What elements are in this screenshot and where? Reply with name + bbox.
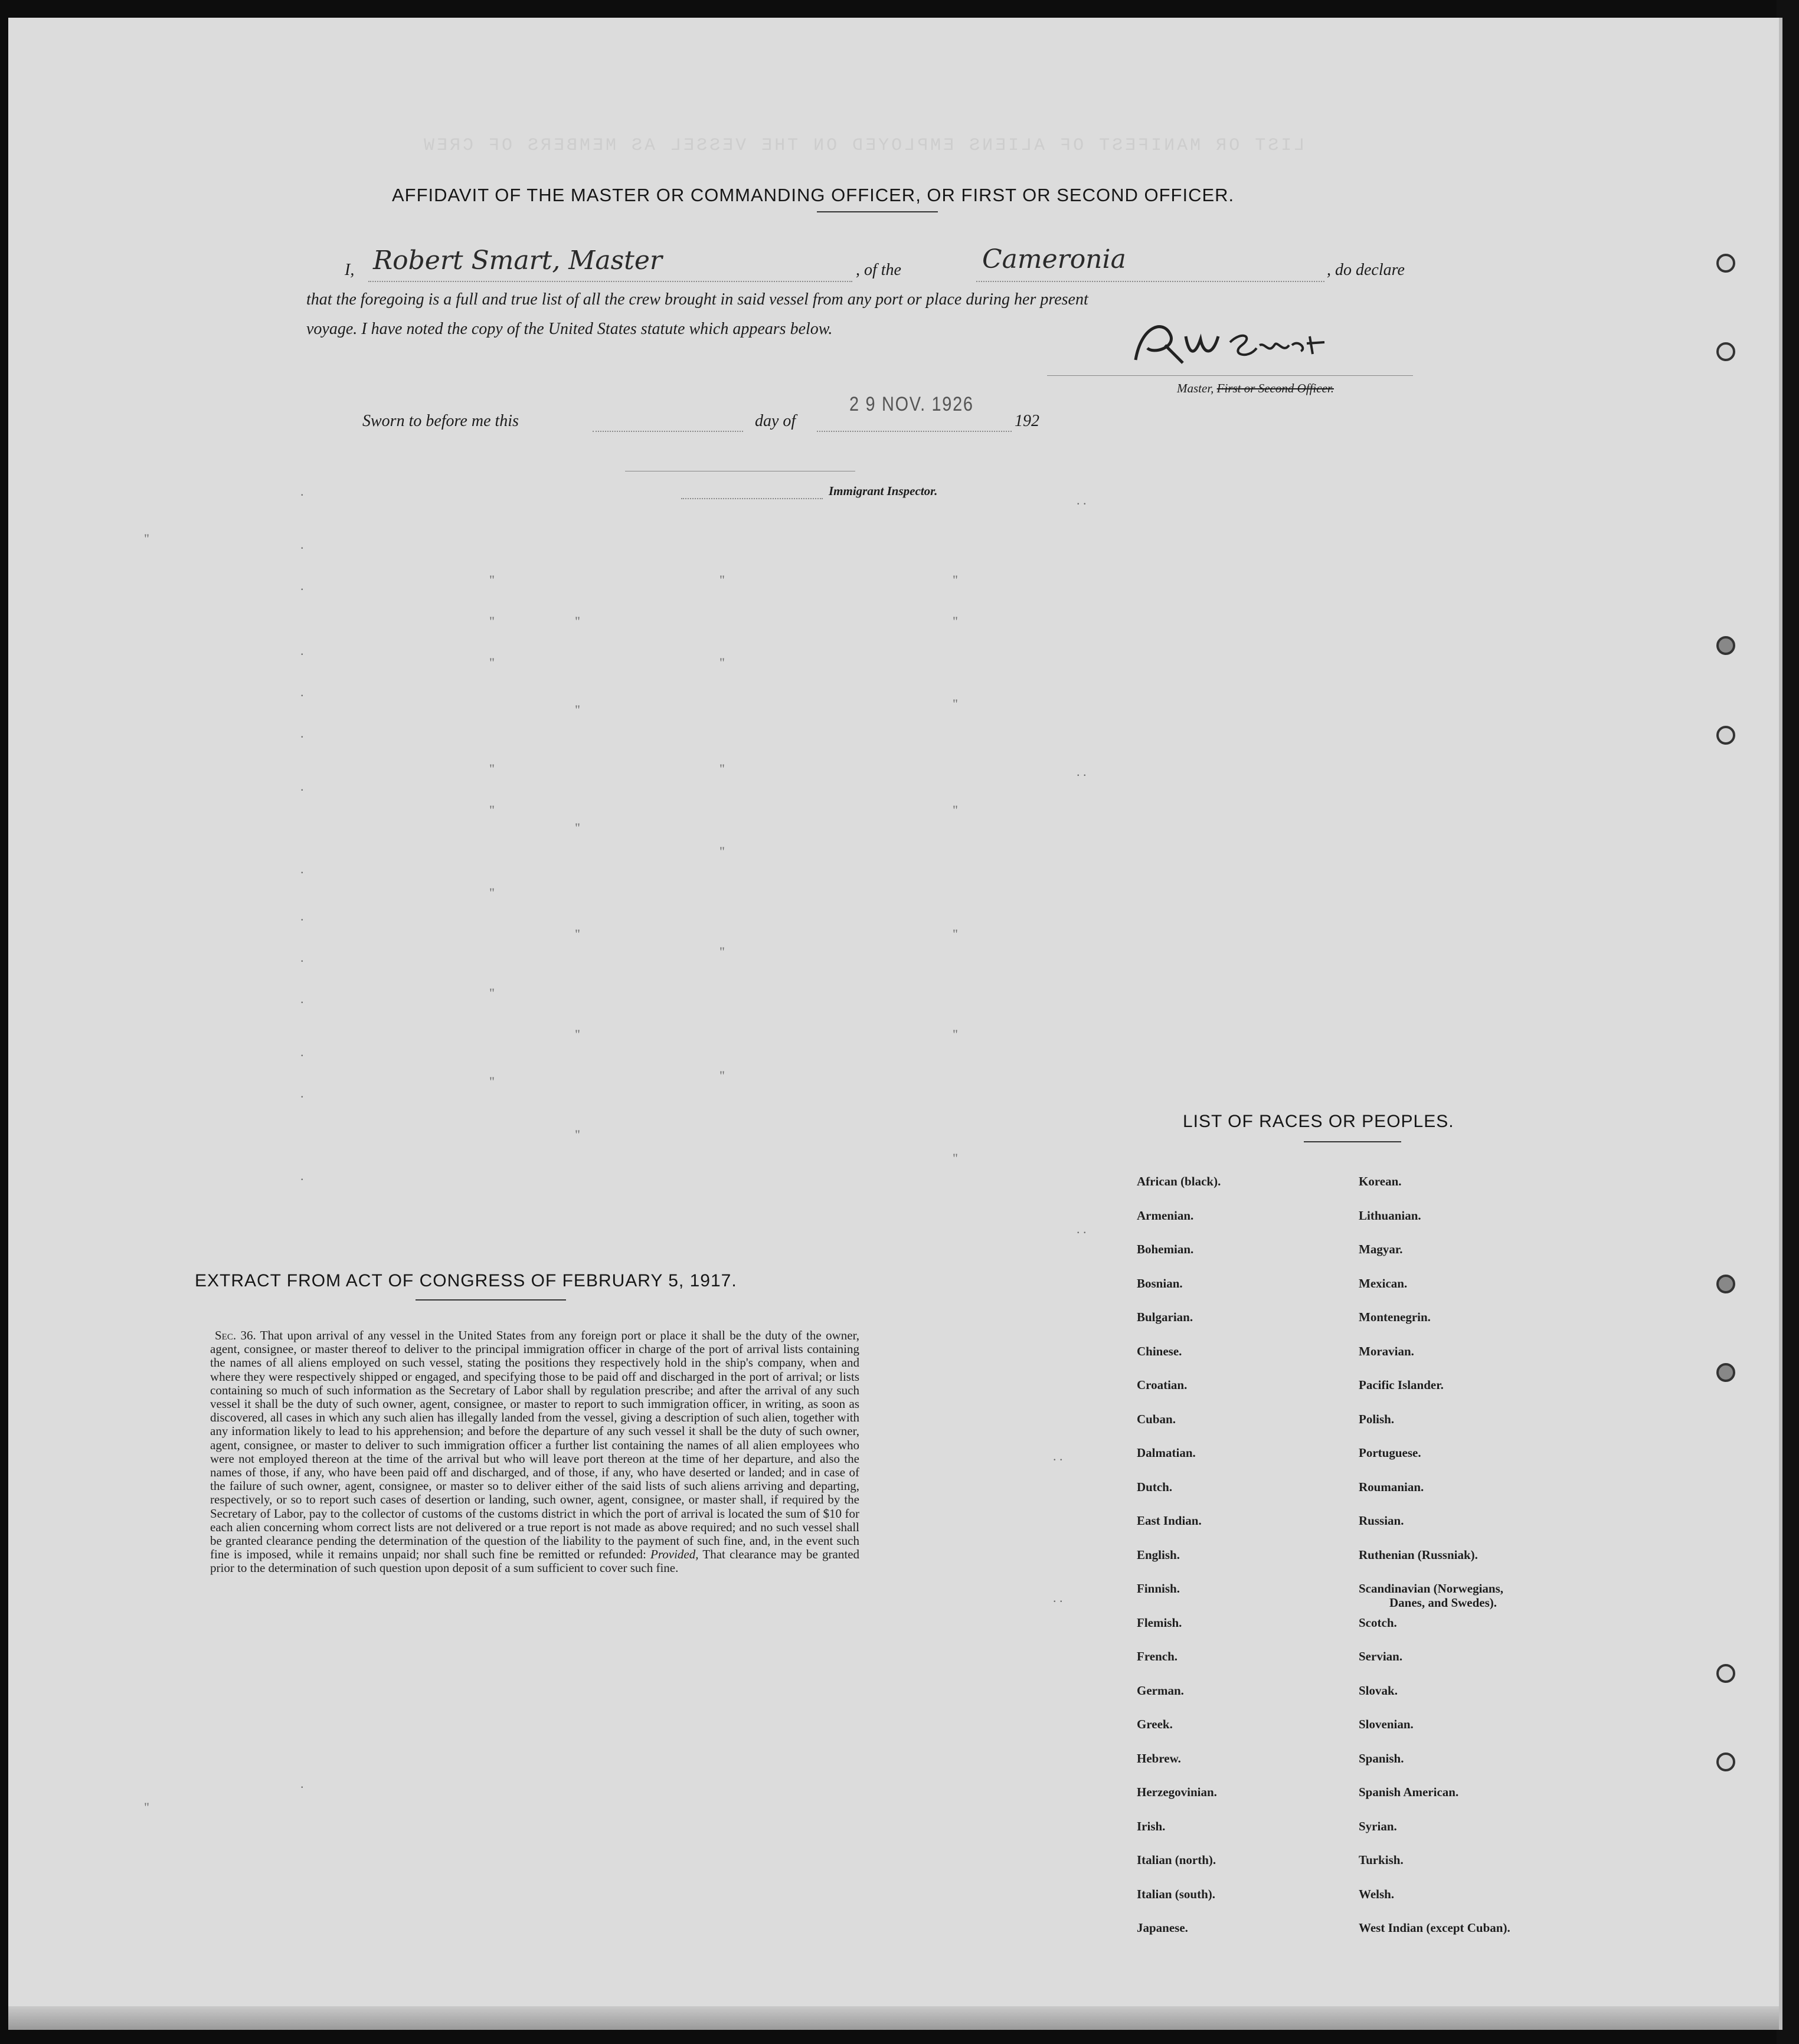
affidavit-line-2: that the foregoing is a full and true list of all the crew brought in said vessel from any port or place during her present — [306, 290, 1088, 309]
race-item: Russian. — [1359, 1514, 1404, 1528]
race-item: Flemish. — [1137, 1615, 1182, 1630]
extract-title: EXTRACT FROM ACT OF CONGRESS OF FEBRUARY 5, 1917. — [195, 1271, 737, 1290]
race-item: Moravian. — [1359, 1344, 1414, 1358]
race-item: West Indian (except Cuban). — [1359, 1921, 1510, 1935]
bleed-through-header: LIST OR MANIFEST OF ALIENS EMPLOYED ON THE VESSEL AS MEMBERS OF CREW — [421, 136, 1305, 156]
race-item: French. — [1137, 1649, 1178, 1663]
extract-title-underline — [416, 1299, 566, 1301]
master-role-label — [1177, 381, 1334, 396]
race-item: Japanese. — [1137, 1921, 1188, 1935]
race-item: Welsh. — [1359, 1886, 1395, 1901]
race-item: Ruthenian (Russniak). — [1359, 1547, 1478, 1562]
binder-hole — [1716, 1664, 1735, 1683]
master-name-handwritten: Robert Smart, Master — [373, 245, 662, 276]
sworn-month-blank — [817, 431, 1012, 432]
binder-hole — [1716, 726, 1735, 745]
signature-line — [1047, 375, 1413, 376]
race-item: Montenegrin. — [1359, 1310, 1431, 1324]
race-item: Greek. — [1137, 1717, 1173, 1731]
race-item: Armenian. — [1137, 1208, 1194, 1223]
race-item: Lithuanian. — [1359, 1208, 1421, 1223]
page-bottom-edge — [8, 2006, 1779, 2030]
race-item: Magyar. — [1359, 1242, 1403, 1256]
affidavit-line-3: voyage. I have noted the copy of the United States statute which appears below. — [306, 320, 833, 338]
race-item: Hebrew. — [1137, 1751, 1181, 1765]
affidavit-prefix: I, — [345, 261, 355, 279]
race-item: Finnish. — [1137, 1581, 1180, 1596]
race-item: Bosnian. — [1137, 1276, 1183, 1290]
race-item: Korean. — [1359, 1174, 1402, 1188]
of-the-text: , of the — [856, 261, 901, 279]
immigrant-inspector-label: Immigrant Inspector. — [829, 484, 938, 498]
race-item: German. — [1137, 1683, 1184, 1698]
year-prefix: 192 — [1015, 412, 1039, 430]
section-36-text: That upon arrival of any vessel in the United States from any foreign port or place it shall be the duty of the owner, agent, consignee, or master thereof to deliver to the principal immigration officer in charge of the port of arrival lists containing the names of all aliens employed on such vessel, stating the positions they respectively hold in the ship's company, when and where they were respectively shipped or engaged, and specifying those to be paid off and discharged in the port of arrival; or lists containing so much of such information as the Secretary of Labor shall by regulation prescribe; and after the arrival of any such vessel it shall be the duty of such owner, agent, consignee, or master to report to such immigration officer, in writing, as soon as discovered, all cases in which any such alien has illegally landed from the vessel, giving a description of such alien, together with any information likely to lead to his apprehension; and before the departure of any such vessel it shall be the duty of such owner, agent, consignee, or master to deliver to such immigration officer a further list containing the names of all alien employees who were not employed thereon at the time of the arrival but who will leave port thereon at the time of her departure, and also the names of those, if any, who have been paid off and discharged, and of those, if any, who have deserted or landed; and in case of the failure of such owner, agent, consignee, or master so to deliver either of the said lists of such aliens arriving and departing, respectively, or so to report such cases of desertion or landing, such owner, agent, consignee, or master shall, if required by the Secretary of Labor, pay to the collector of customs of the customs district in which the port of arrival is located the sum of $10 for each alien concerning whom correct lists are not delivered or a true report is not made as above required; and no such vessel shall be granted clearance pending the determination of the question of the liability to the payment of such fine, and, in the event such fine is imposed, while it remains unpaid; nor shall such fine be remitted or refunded: — [210, 1328, 859, 1562]
race-item: East Indian. — [1137, 1514, 1202, 1528]
race-item: Italian (south). — [1137, 1886, 1216, 1901]
race-item: Slovak. — [1359, 1683, 1398, 1698]
race-item: Herzegovinian. — [1137, 1785, 1217, 1799]
race-item: Irish. — [1137, 1819, 1166, 1833]
vessel-blank-line — [976, 281, 1324, 282]
date-stamp: 2 9 NOV. 1926 — [849, 393, 974, 415]
binder-hole — [1716, 1753, 1735, 1771]
race-item: Mexican. — [1359, 1276, 1408, 1290]
race-item: Spanish. — [1359, 1751, 1404, 1765]
master-signature — [1130, 313, 1378, 378]
title-underline — [817, 211, 938, 212]
binder-hole — [1716, 254, 1735, 273]
race-item: Spanish American. — [1359, 1785, 1459, 1799]
role-master: Master, — [1177, 381, 1214, 395]
race-item: Danes, and Swedes). — [1389, 1596, 1497, 1610]
race-item: Scandinavian (Norwegians, — [1359, 1581, 1504, 1596]
race-item: Italian (north). — [1137, 1853, 1216, 1867]
extract-body — [210, 1329, 859, 1575]
race-item: Roumanian. — [1359, 1479, 1424, 1494]
provided-word: Provided, — [650, 1547, 699, 1562]
race-item: Pacific Islander. — [1359, 1378, 1444, 1392]
section-label: Sec. 36. — [215, 1328, 256, 1342]
vessel-name-handwritten: Cameronia — [982, 244, 1126, 274]
role-struck-officer: First or Second Officer. — [1216, 381, 1334, 395]
race-item: Polish. — [1359, 1411, 1395, 1426]
race-item: English. — [1137, 1547, 1180, 1562]
affidavit-title: AFFIDAVIT OF THE MASTER OR COMMANDING OFFICER, OR FIRST OR SECOND OFFICER. — [392, 185, 1235, 205]
race-item: African (black). — [1137, 1174, 1221, 1188]
name-blank-line — [368, 281, 852, 282]
day-of-text: day of — [755, 412, 796, 430]
binder-hole — [1716, 636, 1735, 655]
race-item: Bulgarian. — [1137, 1310, 1193, 1324]
race-item: Croatian. — [1137, 1378, 1188, 1392]
race-item: Dalmatian. — [1137, 1446, 1196, 1460]
race-item: Dutch. — [1137, 1479, 1173, 1494]
race-item: Slovenian. — [1359, 1717, 1414, 1731]
do-declare-text: , do declare — [1327, 261, 1405, 279]
race-item: Turkish. — [1359, 1853, 1404, 1867]
race-item: Scotch. — [1359, 1615, 1397, 1630]
binder-hole — [1716, 1363, 1735, 1382]
race-item: Cuban. — [1137, 1411, 1176, 1426]
race-item: Portuguese. — [1359, 1446, 1421, 1460]
race-item: Chinese. — [1137, 1344, 1182, 1358]
binder-hole — [1716, 342, 1735, 361]
race-item: Bohemian. — [1137, 1242, 1194, 1256]
section-36-text-end: That clearance may be granted prior to the determination of such question upon deposit of a sum sufficient to cover such fine. — [210, 1547, 860, 1575]
race-item: Servian. — [1359, 1649, 1403, 1663]
inspector-blank — [681, 498, 823, 499]
races-title: LIST OF RACES OR PEOPLES. — [1183, 1112, 1454, 1131]
manifest-page: LIST OR MANIFEST OF ALIENS EMPLOYED ON THE VESSEL AS MEMBERS OF CREW AFFIDAVIT OF THE MASTER OR COMMANDING OFFICER, OR FIRST OR SECOND OFFICER. I, Robert Smart, Master , of the Cameronia , do declare that the foregoing is a full and true list of all the crew brought in said vessel from any port or place during her present voyage. I have noted the copy of the United States statute which appears below. Master, First or Second Officer. Sworn to before me this day of 2 9 NOV. 1926 192 Immigrant Inspector. . . . . . . . . . . . . . . . " " " " " " " " " " " " " " " " " " " " " " " " " " " . . . . . . . . . . " " EXTRACT FROM ACT OF CONGRESS OF FEBRUARY 5, 1917. Sec. 36. That upon arrival of any vessel in the United States from any foreign port or place it shall be the duty of the owner, agent, consignee, or master thereof to deliver to the principal immigration officer in charge of the port of arrival lists containing the names of all aliens employed on such vessel, stating the positions they respectively hold in the ship's company, when and where they were respectively shipped or engaged, and specifying those to be paid off and discharged in the port of arrival; or lists containing so much of such information as the Secretary of Labor shall by regulation prescribe; and after the arrival of any such vessel it shall be the duty of such owner, agent, consignee, or master to report to such immigration officer, in writing, as soon as discovered, all cases in which any such alien has illegally landed from the vessel, giving a description of such alien, together with any information likely to lead to his apprehension; and before the departure of any such vessel it shall be the duty of such owner, agent, consignee, or master to deliver to such immigration officer a further list containing the names of all alien employees who were not employed thereon at the time of the arrival but who will leave port thereon at the time of her departure, and also the names of those, if any, who have been paid off and discharged, and of those, if any, who have deserted or landed; and in case of the failure of such owner, agent, consignee, or master so to deliver either of the said lists of such aliens arriving and departing, respectively, or so to report such cases of desertion or landing, such owner, agent, consignee, or master shall, if required by the Secretary of Labor, pay to the collector of customs of the customs district in which the port of arrival is located the sum of $10 for each alien concerning whom correct lists are not delivered or a true report is not made as above required; and no such vessel shall be granted clearance pending the determination of the question of the liability to the payment of such fine, and, in the event such fine is imposed, while it remains unpaid; nor shall such fine be remitted or refunded: Provided, That clearance may be granted prior to the determination of such question upon deposit of a sum sufficient to cover such fine. LIST OF RACES OR PEOPLES. African (black). Armenian. Bohemian. Bosnian. Bulgarian. Chinese. Croatian. Cuban. Dalmatian. Dutch. East Indian. English. Finnish. Flemish. French. German. Greek. Hebrew. Herzegovinian. Irish. Italian (north). Italian (south). Japanese. Korean. Lithuanian. Magyar. Mexican. Montenegrin. Moravian. Pacific Islander. Polish. Portuguese. Roumanian. Russian. Ruthenian (Russniak). Scandinavian (Norwegians, Danes, and Swedes). Scotch. Servian. Slovak. Slovenian. Spanish. Spanish American. Syrian. Turkish. Welsh. West Indian (except Cuban). — [8, 18, 1782, 2030]
races-title-underline — [1304, 1141, 1401, 1142]
binder-hole — [1716, 1275, 1735, 1293]
race-item: Syrian. — [1359, 1819, 1397, 1833]
sworn-day-blank — [593, 431, 743, 432]
sworn-text: Sworn to before me this — [362, 412, 519, 430]
